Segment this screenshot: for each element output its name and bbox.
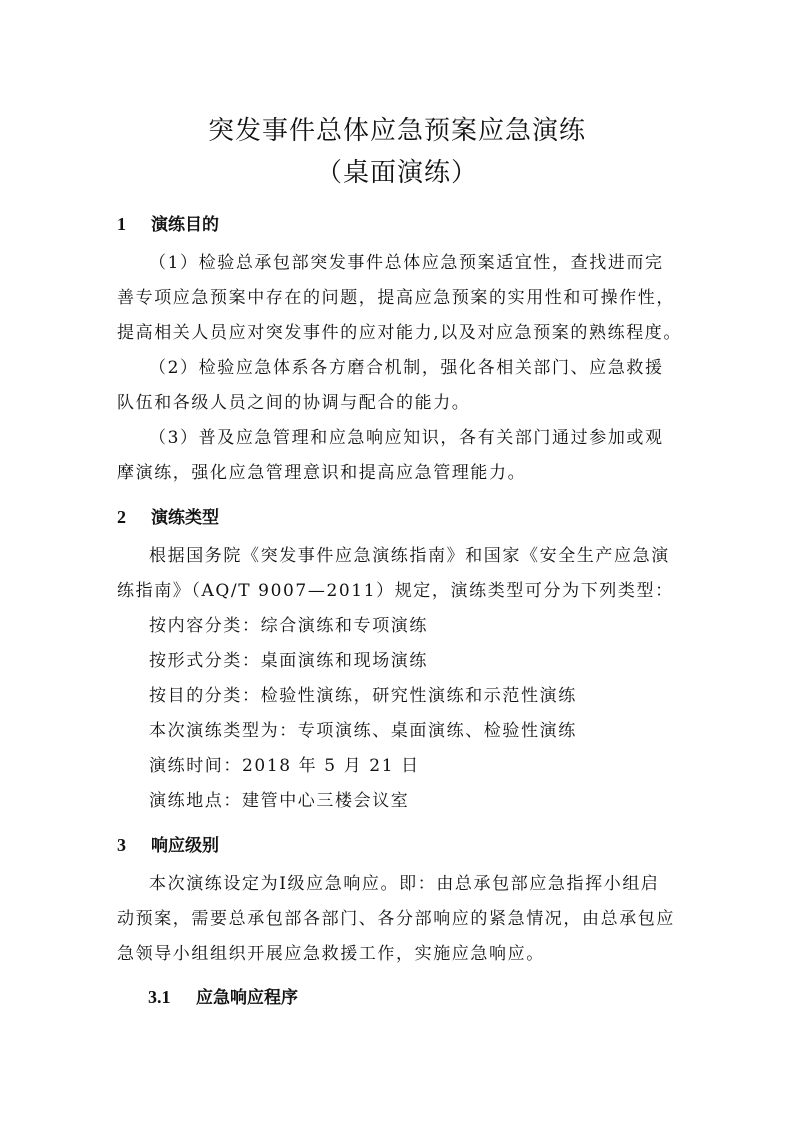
document-title: 突发事件总体应急预案应急演练	[207, 116, 586, 146]
paragraph-line: 按形式分类：桌面演练和现场演练	[149, 651, 428, 671]
section-number: 1	[117, 214, 126, 234]
paragraph-line: 演练地点：建管中心三楼会议室	[149, 791, 410, 811]
paragraph-line: （1）检验总承包部突发事件总体应急预案适宜性，查找进而完	[149, 253, 664, 273]
paragraph-line: 本次演练类型为：专项演练、桌面演练、检验性演练	[149, 721, 577, 741]
document-subtitle: （桌面演练）	[315, 158, 478, 188]
paragraph-line: 善专项应急预案中存在的问题，提高应急预案的实用性和可操作性，	[117, 288, 675, 308]
paragraph-line: 摩演练，强化应急管理意识和提高应急管理能力。	[117, 463, 527, 483]
paragraph-line: 提高相关人员应对突发事件的应对能力,以及对应急预案的熟练程度。	[117, 323, 683, 343]
subsection-3-1-heading	[148, 983, 298, 1008]
section-title: 演练目的	[151, 215, 219, 235]
paragraph-line: 队伍和各级人员之间的协调与配合的能力。	[117, 393, 471, 413]
paragraph-line: （3）普及应急管理和应急响应知识，各有关部门通过参加或观	[149, 428, 664, 448]
paragraph-line: 练指南》（AQ/T 9007—2011）规定，演练类型可分为下列类型：	[117, 581, 674, 601]
paragraph-line: 按内容分类：综合演练和专项演练	[149, 616, 428, 636]
paragraph-line: 根据国务院《突发事件应急演练指南》和国家《安全生产应急演	[149, 546, 670, 566]
paragraph-line: （2）检验应急体系各方磨合机制，强化各相关部门、应急救援	[149, 358, 664, 378]
paragraph-line: 动预案，需要总承包部各部门、各分部响应的紧急情况，由总承包应	[117, 909, 675, 929]
section-title: 应急响应程序	[196, 988, 298, 1008]
section-title: 响应级别	[151, 836, 219, 856]
paragraph-line: 按目的分类：检验性演练，研究性演练和示范性演练	[149, 686, 577, 706]
section-number: 3.1	[148, 987, 171, 1007]
paragraph-line: 演练时间：2018 年 5 月 21 日	[149, 756, 420, 776]
paragraph-line: 急领导小组组织开展应急救援工作，实施应急响应。	[117, 944, 545, 964]
section-number: 2	[117, 507, 126, 527]
section-1-heading	[117, 210, 219, 235]
section-title: 演练类型	[151, 508, 219, 528]
section-3-heading	[117, 831, 219, 856]
section-2-heading	[117, 503, 219, 528]
paragraph-line: 本次演练设定为Ⅰ级应急响应。即：由总承包部应急指挥小组启	[149, 874, 660, 894]
section-number: 3	[117, 835, 126, 855]
